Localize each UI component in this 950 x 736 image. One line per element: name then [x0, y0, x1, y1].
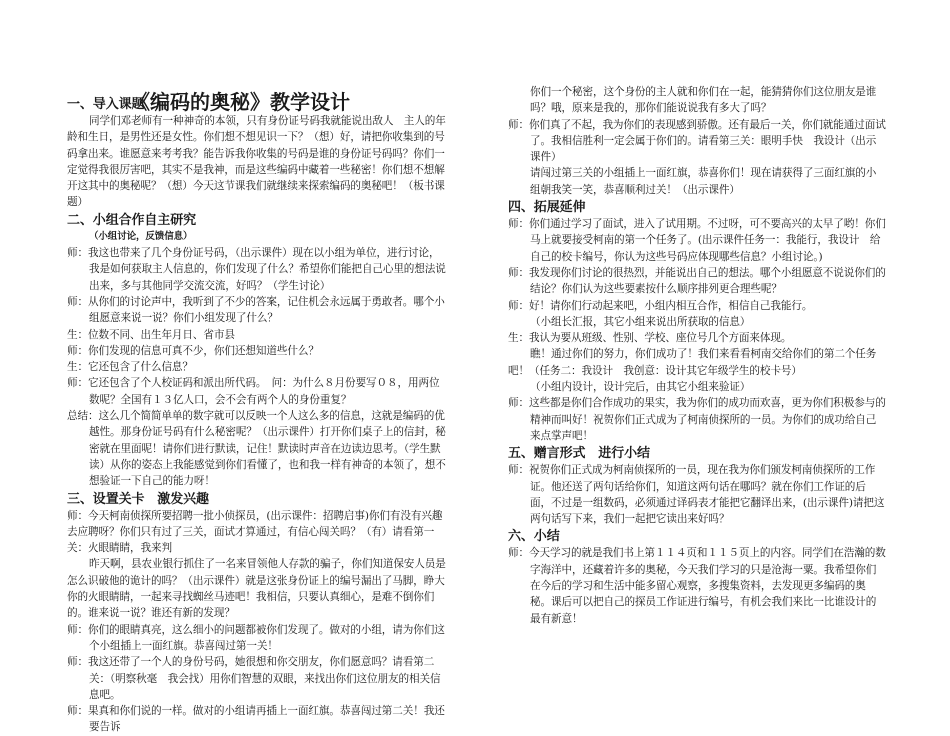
paragraph: 生：位数不同、出生年月日、省市县	[67, 328, 235, 341]
paragraph: 师：今天柯南侦探所要招聘一批小侦探员，(出示课件：招聘启事)你们有没有兴趣去应聘呀？你们只有过了三关，面试才算通过，有信心闯关吗？（有）请看第一关：火眼睛睛，我来判	[67, 509, 443, 555]
paragraph: 生：我认为要从班级、性别、学校、座位号几个方面来体现。	[508, 332, 792, 345]
paragraph: 师：你们真了不起，我为你们的表现感到骄傲。还有最后一关，你们就能通过面试了。我相信胜利一定会属于你们的。请看第三关：眼明手快 我设计（出示课件）	[508, 118, 886, 164]
section-heading: 三、设置关卡 激发兴趣	[67, 491, 209, 507]
paragraph: 师：你们通过学习了面试，进入了试用期。不过呀，可不要高兴的太早了哟！你们马上就要接受柯南的第一个任务了。(出示课件任务一：我能行，我设计 给自己的校卡编号，你认为这些号码应体现哪些信息？小组讨论。)	[508, 218, 886, 263]
right-column	[508, 84, 886, 627]
paragraph: 师：你们发现的信息可真不少，你们还想知道些什么？	[67, 344, 319, 357]
paragraph: 总结：这么几个简简单单的数字就可以反映一个人这么多的信息，这就是编码的优越性。那身份证号码有什么秘密呢？（出示课件）打开你们桌子上的信封，秘密就在里面呢！请你们进行默读，记住！默读时声音在边读边思考。（学生默读）从你的姿态上我能感觉到你们看懂了，也和我一样有神奇的本领了，想不想验证一下自己的能力呀！	[67, 410, 446, 488]
paragraph: 师：今天学习的就是我们书上第１１４页和１１５页上的内容。同学们在浩瀚的数字海洋中，还藏着许多的奥秘，今天我们学习的只是沧海一粟。我希望你们在今后的学习和生活中能多留心观察，多搜集资料，去发现更多编码的奥秘。课后可以把自己的探员工作证进行编号，有机会我们来比一比谁设计的最有新意！	[508, 547, 886, 625]
paragraph: 同学们邓老师有一种神奇的本领，只有身份证号码我就能说出敌人 主人的年龄和生日，是男性还是女性。你们想不想见识一下？（想）好，请把你收集到的号码拿出来。谁愿意来考考我？能告诉我你收集的号码是谁的身份证号码吗？你们一定觉得我很厉害吧，其实不是我神，而是这些编码中藏着一些秘密！你们想不想解开这其中的奥秘呢？（想）今天这节课我们就继续来探索编码的奥秘吧！（板书课题）	[67, 115, 446, 209]
section-heading: 二、小组合作自主研究	[67, 212, 197, 228]
paragraph: 请闯过第三关的小组插上一面红旗，恭喜你们！现在请获得了三面红旗的小组朝我笑一笑，恭喜顺利过关！（出示课件）	[530, 167, 877, 196]
paragraph: 生：它还包含了什么信息？	[67, 361, 193, 374]
left-column	[67, 95, 447, 736]
paragraph: 师：我发现你们讨论的很热烈，并能说出自己的想法。哪个小组愿意不说说你们的结论？你们认为这些要素按什么顺序排列更合理些呢？	[508, 266, 886, 296]
section-heading: 六、小结	[508, 529, 560, 545]
paragraph: 师：你们的眼睛真亮，这么细小的问题都被你们发现了。做对的小组，请为你们这个小组插上一面红旗。恭喜闯过第一关！	[67, 623, 445, 652]
paragraph: 师：这些都是你们合作成功的果实，我为你们的成功而欢喜，更为你们积极参与的精神而叫好！祝贺你们正式成为了柯南侦探所的一员。为你们的成功给自己来点掌声吧！	[508, 397, 886, 442]
paragraph: （小组长汇报，其它小组来说出所获取的信息）	[530, 315, 751, 328]
paragraph: 师：从你们的讨论声中，我听到了不少的答案，记住机会永远属于勇敢者。哪个小组愿意来说一说？你们小组发现了什么？	[67, 295, 445, 325]
paragraph: 师：好！请你们行动起来吧，小组内相互合作，相信自己我能行。	[508, 299, 813, 312]
section-subheading: （小组讨论，反馈信息）	[89, 230, 193, 242]
paragraph: 师：我这还带了一个人的身份号码，她很想和你交朋友，你们愿意吗？请看第二关：（明察秋毫 我会找）用你们智慧的双眼，来找出你们这位朋友的相关信息吧。	[67, 656, 441, 701]
paragraph: 瞧！通过你们的努力，你们成功了！我们来看看柯南交给你们的第二个任务吧！（任务二：我设计 我创意：设计其它年级学生的校卡号）	[508, 348, 877, 377]
paragraph: （小组内设计，设计完后，由其它小组来验证）	[530, 381, 751, 394]
section-heading: 一、导入课题	[67, 97, 145, 112]
section-heading: 四、拓展延伸	[508, 200, 586, 216]
document-title: 《编码的奥秘》教学设计	[130, 90, 350, 114]
paragraph: 师：我这也带来了几个身份证号码，（出示课件）现在以小组为单位，进行讨论，我是如何获取主人信息的，你们发现了什么？希望你们能把自己心里的想法说出来，多与其他同学交流交流，好吗？（学生讨论）	[67, 247, 446, 292]
paragraph: 你们一个秘密，这个身份的主人就和你们在一起，能猜猜你们这位朋友是谁吗？哦，原来是我的，那你们能说说我有多大了吗？	[530, 86, 877, 115]
paragraph: 师：它还包含了个人校证码和派出所代码。 问：为什么８月份要写０８，用两位数呢？全国有１３亿人口，会不会有两个人的身份重复？	[67, 377, 440, 406]
paragraph: 昨天啊，县农业银行抓住了一名来冒领他人存款的骗子，你们知道保安人员是怎么识破他的诡计的吗？（出示课件）就是这张身份证上的编号漏出了马脚，睁大你的火眼睛睛，一起来寻找蜘丝马迹吧！我相信，只要认真细心，是难不倒你们的。谁来说一说？谁还有新的发现？	[67, 558, 446, 620]
paragraph: 师：祝贺你们正式成为柯南侦探所的一员，现在我为你们颁发柯南侦探所的工作证。他还送了两句话给你们，知道这两句话在哪吗？就在你们工作证的后面，不过是一组数码，必须通过译码表才能把它翻译出来，(出示课件)请把这两句话写下来，我们一起把它读出来好吗？	[508, 464, 885, 526]
paragraph: 师：果真和你们说的一样。做对的小组请再插上一面红旗。恭喜闯过第二关！我还要告诉	[67, 705, 445, 734]
section-heading: 五、赠言形式 进行小结	[508, 446, 650, 462]
